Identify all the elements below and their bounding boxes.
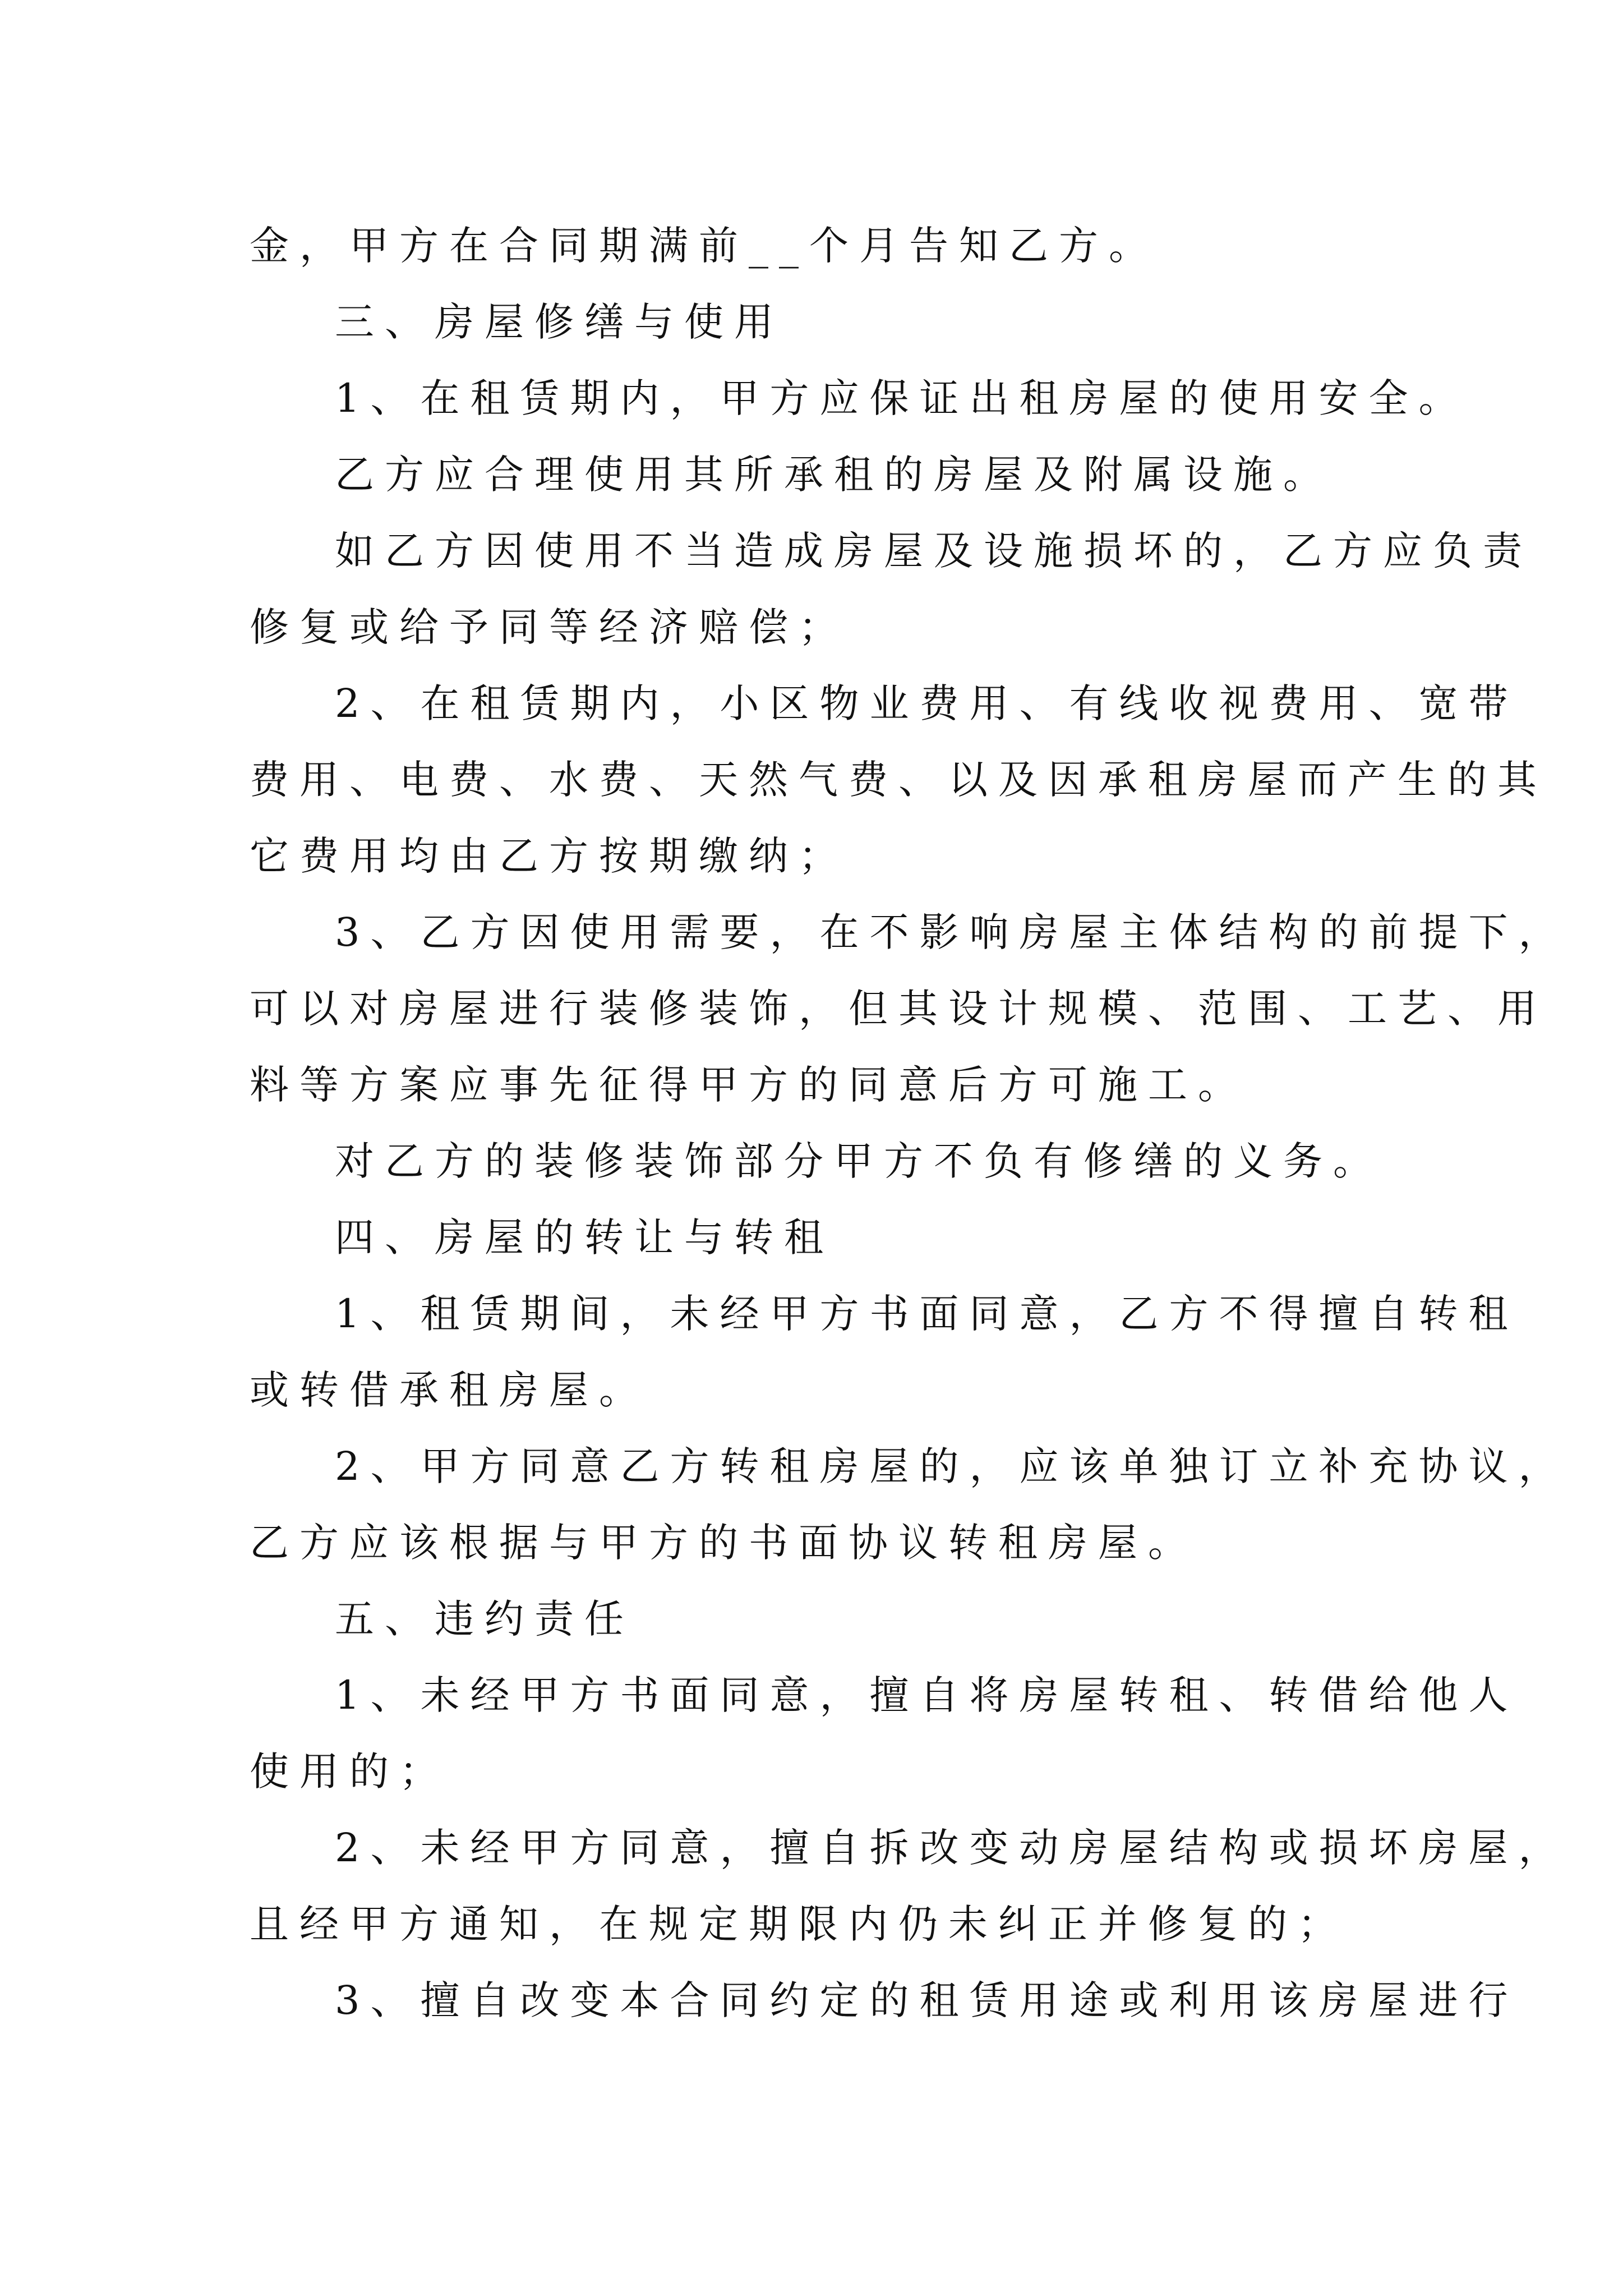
section-heading: 五、违约责任 (335, 1596, 634, 1642)
text-line: 费用、电费、水费、天然气费、以及因承租房屋而产生的其 (250, 757, 1547, 803)
text-line: 可以对房屋进行装修装饰，但其设计规模、范围、工艺、用 (250, 986, 1547, 1032)
text-line: 如乙方因使用不当造成房屋及设施损坏的，乙方应负责 (335, 528, 1533, 574)
text-line: 使用的； (250, 1749, 449, 1795)
text-line: 1、在租赁期内，甲方应保证出租房屋的使用安全。 (335, 375, 1469, 421)
text-line: 对乙方的装修装饰部分甲方不负有修缮的义务。 (335, 1138, 1383, 1184)
text-line: 3、擅自改变本合同约定的租赁用途或利用该房屋进行 (335, 1977, 1519, 2023)
text-line: 金，甲方在合同期满前__个月告知乙方。 (250, 223, 1159, 269)
text-line: 乙方应合理使用其所承租的房屋及附属设施。 (335, 452, 1333, 498)
text-line: 或转借承租房屋。 (250, 1367, 649, 1413)
text-line: 2、未经甲方同意，擅自拆改变动房屋结构或损坏房屋， (335, 1825, 1569, 1871)
document-body (250, 208, 1569, 2039)
text-line: 1、租赁期间，未经甲方书面同意，乙方不得擅自转租 (335, 1291, 1519, 1337)
text-line: 修复或给予同等经济赔偿； (250, 604, 849, 650)
text-line: 乙方应该根据与甲方的书面协议转租房屋。 (250, 1520, 1198, 1566)
text-line: 2、甲方同意乙方转租房屋的，应该单独订立补充协议， (335, 1443, 1569, 1489)
text-line: 2、在租赁期内，小区物业费用、有线收视费用、宽带 (335, 680, 1519, 726)
section-heading: 三、房屋修缮与使用 (335, 299, 784, 345)
text-line: 3、乙方因使用需要，在不影响房屋主体结构的前提下， (335, 909, 1569, 955)
section-heading: 四、房屋的转让与转租 (335, 1214, 834, 1260)
text-line: 它费用均由乙方按期缴纳； (250, 833, 849, 879)
text-line: 料等方案应事先征得甲方的同意后方可施工。 (250, 1062, 1248, 1108)
text-line: 且经甲方通知，在规定期限内仍未纠正并修复的； (250, 1901, 1348, 1947)
text-line: 1、未经甲方书面同意，擅自将房屋转租、转借给他人 (335, 1672, 1519, 1718)
